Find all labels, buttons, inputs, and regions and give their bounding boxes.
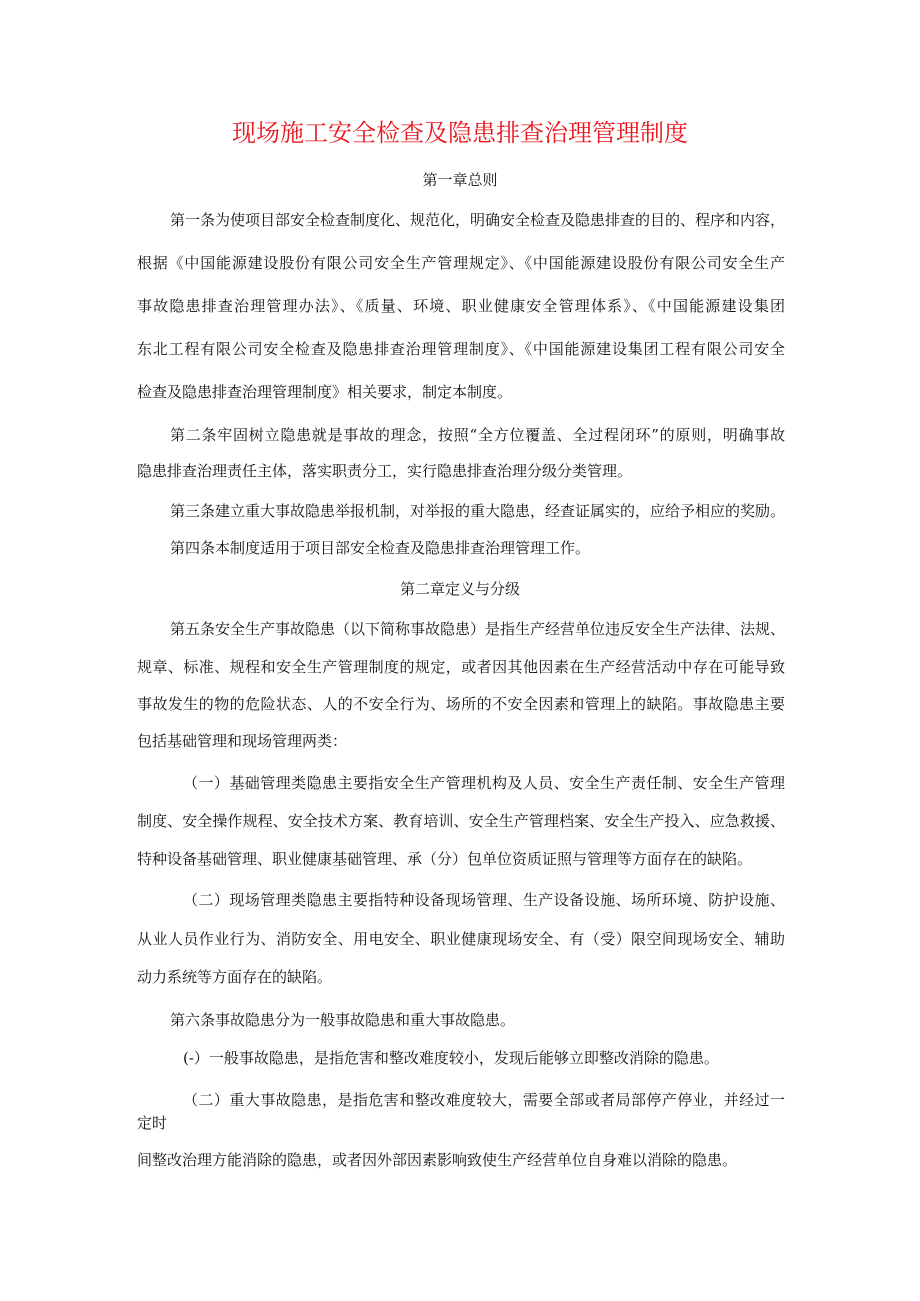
article-1-line: 事故隐患排查治理管理办法》、《质量、环境、职业健康安全管理体系》、《中国能源建设集团 [137, 297, 785, 315]
article-1-line: 第一条为使项目部安全检查制度化、规范化，明确安全检查及隐患排查的目的、程序和内容， [170, 211, 786, 229]
article-5-line: 规章、标准、规程和安全生产管理制度的规定，或者因其他因素在生产经营活动中存在可能导致 [137, 658, 785, 676]
article-5-item-2-line: 从业人员作业行为、消防安全、用电安全、职业健康现场安全、有（受）限空间现场安全、辅助 [137, 930, 785, 948]
article-1-line: 东北工程有限公司安全检查及隐患排查治理管理制度》、《中国能源建设集团工程有限公司安全 [137, 340, 785, 358]
article-6: 第六条事故隐患分为一般事故隐患和重大事故隐患。 [170, 1011, 516, 1029]
article-5-item-1-line: 特种设备基础管理、职业健康基础管理、承（分）包单位资质证照与管理等方面存在的缺陷。 [137, 850, 753, 868]
article-5-item-2-line: 动力系统等方面存在的缺陷。 [137, 968, 333, 986]
article-1-line: 检查及隐患排查治理管理制度》相关要求，制定本制度。 [137, 383, 513, 401]
document-title: 现场施工安全检查及隐患排查治理管理制度 [232, 119, 688, 147]
chapter-1-heading: 第一章总则 [422, 171, 498, 189]
article-1-line: 根据《中国能源建设股份有限公司安全生产管理规定》、《中国能源建设股份有限公司安全生产 [137, 254, 785, 272]
article-5-item-2-line: （二）现场管理类隐患主要指特种设备现场管理、生产设备设施、场所环境、防护设施、 [183, 891, 785, 909]
article-6-item-2-line: 定时 [137, 1114, 168, 1132]
article-6-item-1: (-）一般事故隐患，是指危害和整改难度较小，发现后能够立即整改消除的隐患。 [183, 1049, 719, 1067]
chapter-2-heading: 第二章定义与分级 [399, 580, 520, 598]
article-5-line: 包括基础管理和现场管理两类： [137, 732, 348, 750]
article-2-line: 第二条牢固树立隐患就是事故的理念，按照“全方位覆盖、全过程闭环”的原则，明确事故 [170, 426, 785, 444]
article-5-line: 第五条安全生产事故隐患（以下简称事故隐患）是指生产经营单位违反安全生产法律、法规、 [170, 620, 786, 638]
article-5-item-1-line: （一）基础管理类隐患主要指安全生产管理机构及人员、安全生产责任制、安全生产管理 [183, 774, 785, 792]
article-4: 第四条本制度适用于项目部安全检查及隐患排查治理管理工作。 [170, 539, 591, 557]
article-2-line: 隐患排查治理责任主体，落实职责分工，实行隐患排查治理分级分类管理。 [137, 462, 633, 480]
article-6-item-2-line: 间整改治理方能消除的隐患，或者因外部因素影响致使生产经营单位自身难以消除的隐患。 [137, 1151, 738, 1169]
article-5-item-1-line: 制度、安全操作规程、安全技术方案、教育培训、安全生产管理档案、安全生产投入、应急救援、 [137, 812, 785, 830]
article-3: 第三条建立重大事故隐患举报机制，对举报的重大隐患，经查证属实的，应给予相应的奖励。 [170, 502, 786, 520]
article-5-line: 事故发生的物的危险状态、人的不安全行为、场所的不安全因素和管理上的缺陷。事故隐患主要 [137, 695, 785, 713]
article-6-item-2-line: （二）重大事故隐患，是指危害和整改难度较大，需要全部或者局部停产停业，并经过一 [183, 1091, 785, 1109]
